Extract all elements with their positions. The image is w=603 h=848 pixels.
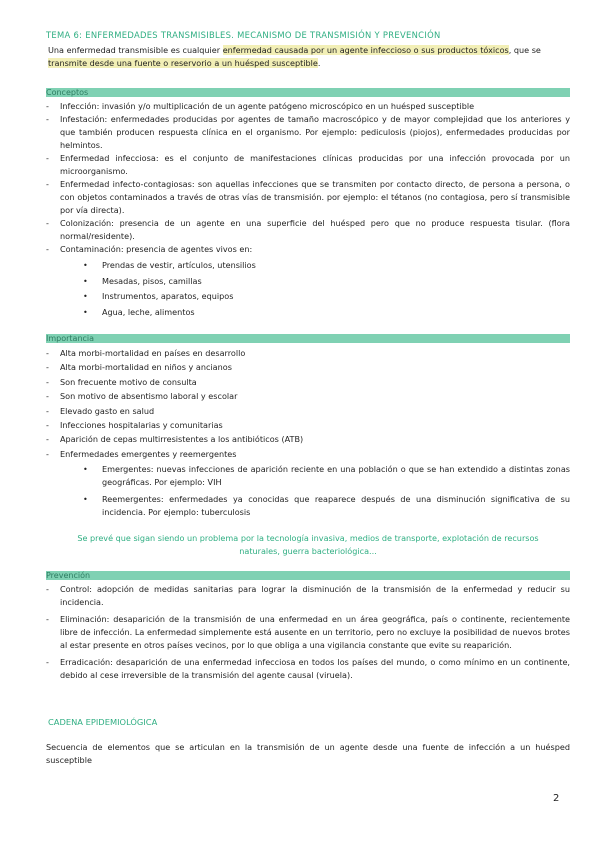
- intro-paragraph: [48, 44, 570, 70]
- list-item: - Erradicación: desaparición de una enfermedad infecciosa en todos los países del mundo, o como mínimo en un continente, debido al cese irreversible de la transmisión del agente causal (viruela).: [46, 656, 570, 682]
- list-item: - Elevado gasto en salud: [46, 404, 570, 418]
- conceptos-list-block: [46, 100, 570, 320]
- section-heading-conceptos: [46, 88, 570, 97]
- list-item: - Son frecuente motivo de consulta: [46, 375, 570, 389]
- list-item: - Infección: invasión y/o multiplicación de un agente patógeno microscópico en un huésped susceptible: [46, 100, 570, 113]
- list-item: - Enfermedades emergentes y reemergentes: [46, 447, 570, 461]
- cadena-paragraph: Secuencia de elementos que se articulan en la transmisión de un agente desde una fuente de infección a un huésped susceptible: [46, 742, 570, 765]
- prevencion-list: [46, 583, 570, 682]
- contaminacion-sublist: [46, 258, 570, 320]
- list-item: - Enfermedad infecto-contagiosas: son aquellas infecciones que se transmiten por contacto directo, de persona a persona, o con objetos contaminados a través de otras vías de transmisión. por ejemplo: el tétanos (no contagiosa, pero sí transmisible por vía directa).: [46, 178, 570, 217]
- section-heading-prevencion: [46, 571, 570, 580]
- importancia-list: [46, 346, 570, 461]
- list-item: - Aparición de cepas multirresistentes a los antibióticos (ATB): [46, 432, 570, 446]
- section-heading-cadena: CADENA EPIDEMIOLÓGICA: [48, 717, 158, 727]
- list-item: - Infecciones hospitalarias y comunitarias: [46, 418, 570, 432]
- page-number: 2: [553, 793, 560, 804]
- note-line-2: naturales, guerra bacteriológica...: [239, 546, 377, 556]
- list-item: - Alta morbi-mortalidad en países en desarrollo: [46, 346, 570, 360]
- prevencion-list-block: [46, 583, 570, 682]
- list-item: - Contaminación: presencia de agentes vivos en:: [46, 243, 570, 256]
- page-title: TEMA 6: ENFERMEDADES TRANSMISIBLES. MECANISMO DE TRANSMISIÓN Y PREVENCIÓN: [46, 30, 441, 40]
- section-heading-importancia: [46, 334, 570, 343]
- list-item: - Eliminación: desaparición de la transmisión de una enfermedad en un área geográfica, país o continente, recientemente libre de infección. La enfermedad simplemente está ausente en un territorio, pero no excluye la posibilidad de nuevos brotes al estar presente en otros países vecinos, por lo que obliga a una vigilancia constante que evite su reaparición.: [46, 613, 570, 652]
- conceptos-list: [46, 100, 570, 256]
- intro-highlight-2: transmite desde una fuente o reservorio a un huésped susceptible: [48, 58, 318, 68]
- sub-list-item: • Prendas de vestir, artículos, utensilios: [46, 258, 570, 274]
- section-heading-label: Prevención: [46, 571, 91, 580]
- list-item: - Alta morbi-mortalidad en niños y ancianos: [46, 360, 570, 374]
- note-line-1: Se prevé que sigan siendo un problema por la tecnología invasiva, medios de transporte, explotación de recursos: [77, 533, 539, 543]
- sub-list-item: • Emergentes: nuevas infecciones de aparición reciente en una población o que se han extendido a distintas zonas geográficas. Por ejemplo: VIH: [46, 463, 570, 489]
- emergentes-sublist: [46, 463, 570, 519]
- sub-list-item: • Reemergentes: enfermedades ya conocidas que reaparece después de una disminución significativa de su incidencia. Por ejemplo: tuberculosis: [46, 493, 570, 519]
- list-item: - Son motivo de absentismo laboral y escolar: [46, 389, 570, 403]
- intro-text-mid: , que se: [508, 45, 541, 55]
- list-item: - Colonización: presencia de un agente en una superficie del huésped pero que no produce respuesta tisular. (flora normal/residente).: [46, 217, 570, 243]
- highlighted-note: [46, 532, 570, 558]
- intro-text-end: .: [317, 58, 321, 68]
- section-heading-label: Importancia: [46, 334, 95, 343]
- intro-text-start: Una enfermedad transmisible es cualquier: [48, 45, 223, 55]
- list-item: - Infestación: enfermedades producidas por agentes de tamaño macroscópico y de mayor complejidad que los anteriores y que también producen respuesta clínica en el organismo. Por ejemplo: pediculosis (piojos), enfermedades producidas por helmintos.: [46, 113, 570, 152]
- intro-highlight-1: enfermedad causada por un agente infeccioso o sus productos tóxicos: [222, 45, 509, 55]
- list-item: - Control: adopción de medidas sanitarias para lograr la disminución de la transmisión de la enfermedad y reducir su incidencia.: [46, 583, 570, 609]
- sub-list-item: • Agua, leche, alimentos: [46, 305, 570, 321]
- section-heading-label: Conceptos: [46, 88, 89, 97]
- list-item: - Enfermedad infecciosa: es el conjunto de manifestaciones clínicas producidas por una infección provocada por un microorganismo.: [46, 152, 570, 178]
- sub-list-item: • Instrumentos, aparatos, equipos: [46, 289, 570, 305]
- importancia-list-block: [46, 346, 570, 519]
- sub-list-item: • Mesadas, pisos, camillas: [46, 274, 570, 290]
